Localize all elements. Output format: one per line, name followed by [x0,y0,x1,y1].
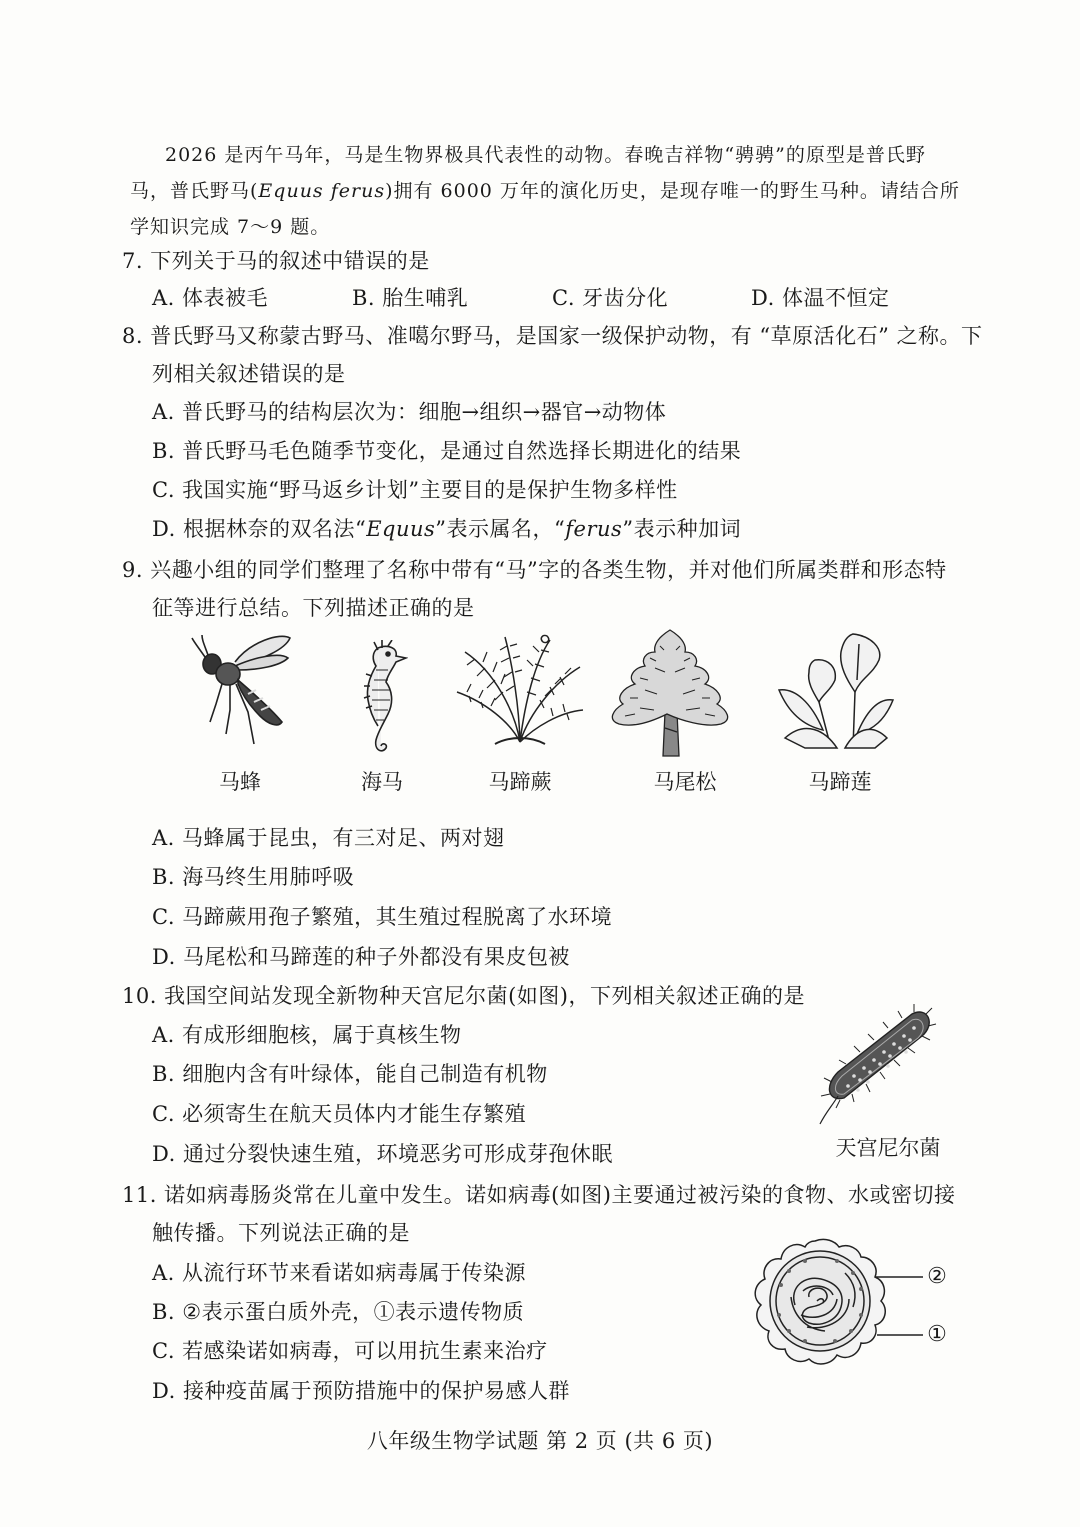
q11-option-d: D. 接种疫苗属于预防措施中的保护易感人群 [152,1379,570,1403]
intro-line-2a: 马，普氏野马( [130,180,259,202]
q9-stem-1: 9. 兴趣小组的同学们整理了名称中带有“马”字的各类生物，并对他们所属类群和形态特 [122,558,947,582]
q9-option-c: C. 马蹄蕨用孢子繁殖，其生殖过程脱离了水环境 [152,905,613,929]
q8-option-c: C. 我国实施“野马返乡计划”主要目的是保护生物多样性 [152,478,678,502]
q7-stem: 7. 下列关于马的叙述中错误的是 [122,249,430,273]
q11-option-b: B. ②表示蛋白质外壳，①表示遗传物质 [152,1300,525,1324]
q9-option-a: A. 马蜂属于昆虫，有三对足、两对翅 [152,826,505,850]
q11-option-c: C. 若感染诺如病毒，可以用抗生素来治疗 [152,1339,548,1363]
bacterium-illustration [818,1002,948,1127]
norovirus-illustration [745,1235,955,1375]
q10-option-b: B. 细胞内含有叶绿体，能自己制造有机物 [152,1062,548,1086]
caption-bacterium: 天宫尼尔菌 [835,1136,941,1160]
q11-option-a: A. 从流行环节来看诺如病毒属于传染源 [152,1261,527,1285]
q10-option-d: D. 通过分裂快速生殖，环境恶劣可形成芽孢休眠 [152,1142,613,1166]
label-1: ① [927,1322,947,1347]
intro-line-1: 2026 是丙午马年，马是生物界极具代表性的动物。春晚吉祥物“骋骋”的原型是普氏野 [165,144,926,166]
calla-lily-illustration [775,630,895,750]
seahorse-illustration [348,640,408,760]
q11-stem-1: 11. 诺如病毒肠炎常在儿童中发生。诺如病毒(如图)主要通过被污染的食物、水或密切接 [122,1183,956,1207]
q10-stem: 10. 我国空间站发现全新物种天宫尼尔菌(如图)，下列相关叙述正确的是 [122,984,805,1008]
q7-option-b: B. 胎生哺乳 [352,286,469,310]
q8-option-a: A. 普氏野马的结构层次为：细胞→组织→器官→动物体 [152,400,667,424]
wasp-illustration [190,632,295,747]
page-footer: 八年级生物学试题 第 2 页 (共 6 页) [366,1429,714,1453]
q8-option-d-a: D. 根据林奈的双名法“ [152,517,367,541]
caption-pine: 马尾松 [653,770,717,794]
caption-fern: 马蹄蕨 [488,770,552,794]
q10-option-a: A. 有成形细胞核，属于真核生物 [152,1023,462,1047]
intro-line-2b: )拥有 6000 万年的演化历史，是现存唯一的野生马种。请结合所 [385,180,960,202]
caption-wasp: 马蜂 [219,770,261,794]
q7-option-a: A. 体表被毛 [152,286,269,310]
q9-option-b: B. 海马终生用肺呼吸 [152,865,355,889]
q8-genus: Equus [366,517,436,541]
q8-species: ferus [565,517,623,541]
intro-scientific-name: Equus ferus [258,180,386,202]
q10-option-c: C. 必须寄生在航天员体内才能生存繁殖 [152,1102,527,1126]
q8-option-d-b: ”表示属名，“ [435,517,566,541]
q8-stem-1: 8. 普氏野马又称蒙古野马、准噶尔野马，是国家一级保护动物，有 “草原活化石” 之称。下 [122,324,983,348]
intro-line-2 [130,176,960,206]
q9-stem-2: 征等进行总结。下列描述正确的是 [152,596,475,620]
q8-stem-2: 列相关叙述错误的是 [152,362,346,386]
caption-calla-lily: 马蹄莲 [808,770,872,794]
q8-option-d-c: ”表示种加词 [622,517,742,541]
caption-seahorse: 海马 [361,770,403,794]
q7-option-d: D. 体温不恒定 [751,286,890,310]
label-2: ② [927,1264,947,1289]
pine-tree-illustration [605,628,735,758]
q8-option-d [152,514,741,544]
q11-stem-2: 触传播。下列说法正确的是 [152,1221,410,1245]
q7-option-c: C. 牙齿分化 [552,286,669,310]
q9-option-d: D. 马尾松和马蹄莲的种子外都没有果皮包被 [152,945,570,969]
intro-line-3: 学知识完成 7～9 题。 [130,216,331,238]
fern-illustration [455,632,585,747]
q8-option-b: B. 普氏野马毛色随季节变化，是通过自然选择长期进化的结果 [152,439,742,463]
